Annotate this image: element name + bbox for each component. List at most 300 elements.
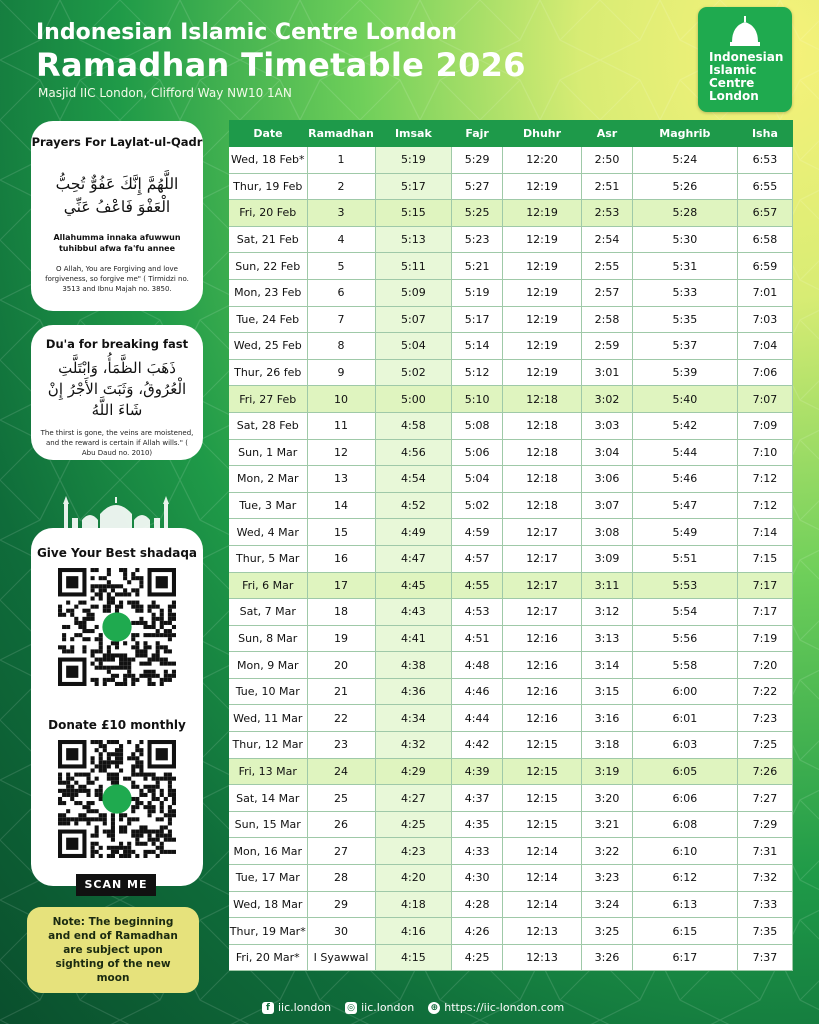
- cell-isha: 7:27: [737, 785, 792, 812]
- cell-asr: 3:18: [582, 732, 633, 759]
- cell-imsak: 4:41: [375, 625, 452, 652]
- cell-fajr: 4:48: [452, 652, 503, 679]
- cell-fajr: 5:27: [452, 173, 503, 200]
- cell-date: Fri, 6 Mar: [229, 572, 307, 599]
- cell-fajr: 5:04: [452, 466, 503, 493]
- table-row: [229, 386, 793, 413]
- cell-date: Fri, 27 Feb: [229, 386, 307, 413]
- cell-fajr: 4:35: [452, 811, 503, 838]
- cell-maghrib: 6:10: [632, 838, 737, 865]
- globe-icon: ⊕: [428, 1002, 440, 1014]
- cell-fajr: 4:39: [452, 758, 503, 785]
- cell-fajr: 4:57: [452, 545, 503, 572]
- monthly-donation-title: Donate £10 monthly: [48, 718, 186, 732]
- cell-imsak: 4:15: [375, 944, 452, 971]
- cell-dhuhr: 12:18: [502, 492, 581, 519]
- cell-isha: 7:10: [737, 439, 792, 466]
- cell-imsak: 5:04: [375, 333, 452, 360]
- cell-dhuhr: 12:19: [502, 200, 581, 227]
- cell-fajr: 4:53: [452, 599, 503, 626]
- cell-ramadhan: 14: [307, 492, 375, 519]
- cell-dhuhr: 12:15: [502, 811, 581, 838]
- cell-dhuhr: 12:16: [502, 678, 581, 705]
- cell-asr: 2:54: [582, 226, 633, 253]
- table-row: [229, 492, 793, 519]
- card-title: Du'a for breaking fast: [45, 337, 189, 351]
- cell-isha: 7:23: [737, 705, 792, 732]
- address: Masjid IIC London, Clifford Way NW10 1AN: [38, 86, 292, 100]
- cell-ramadhan: 11: [307, 412, 375, 439]
- cell-dhuhr: 12:19: [502, 279, 581, 306]
- logo-line: London: [709, 89, 759, 103]
- cell-maghrib: 5:31: [632, 253, 737, 280]
- cell-dhuhr: 12:17: [502, 519, 581, 546]
- cell-isha: 7:06: [737, 359, 792, 386]
- page-title: Ramadhan Timetable 2026: [36, 46, 526, 84]
- cell-date: Tue, 10 Mar: [229, 678, 307, 705]
- cell-ramadhan: 27: [307, 838, 375, 865]
- cell-isha: 7:37: [737, 944, 792, 971]
- cell-asr: 3:14: [582, 652, 633, 679]
- cell-maghrib: 6:15: [632, 918, 737, 945]
- cell-maghrib: 5:46: [632, 466, 737, 493]
- cell-dhuhr: 12:14: [502, 865, 581, 892]
- cell-date: Sun, 8 Mar: [229, 625, 307, 652]
- organization-name: Indonesian Islamic Centre London: [36, 20, 457, 45]
- table-row: [229, 412, 793, 439]
- cell-imsak: 5:19: [375, 147, 452, 173]
- cell-maghrib: 6:06: [632, 785, 737, 812]
- cell-isha: 6:53: [737, 147, 792, 173]
- cell-maghrib: 5:24: [632, 147, 737, 173]
- cell-imsak: 4:58: [375, 412, 452, 439]
- cell-date: Wed, 11 Mar: [229, 705, 307, 732]
- logo-line: Centre: [709, 76, 755, 90]
- instagram-link[interactable]: [345, 1001, 414, 1014]
- cell-dhuhr: 12:16: [502, 652, 581, 679]
- logo-text: [709, 51, 783, 103]
- cell-isha: 7:01: [737, 279, 792, 306]
- cell-fajr: 4:30: [452, 865, 503, 892]
- cell-imsak: 5:09: [375, 279, 452, 306]
- cell-maghrib: 6:17: [632, 944, 737, 971]
- cell-fajr: 4:37: [452, 785, 503, 812]
- cell-imsak: 4:52: [375, 492, 452, 519]
- cell-isha: 7:35: [737, 918, 792, 945]
- table-row: [229, 865, 793, 892]
- cell-asr: 2:59: [582, 333, 633, 360]
- qr-code-shadaqa[interactable]: [58, 568, 176, 686]
- cell-imsak: 4:45: [375, 572, 452, 599]
- table-row: [229, 652, 793, 679]
- cell-ramadhan: 18: [307, 599, 375, 626]
- table-row: [229, 439, 793, 466]
- col-header-fajr: Fajr: [452, 120, 503, 147]
- website-url: https://iic-london.com: [444, 1001, 565, 1014]
- cell-date: Mon, 2 Mar: [229, 466, 307, 493]
- cell-ramadhan: 4: [307, 226, 375, 253]
- cell-date: Thur, 26 feb: [229, 359, 307, 386]
- cell-maghrib: 6:12: [632, 865, 737, 892]
- note-text: Note: The beginning and end of Ramadhan are subject upon sighting of the new moon: [48, 916, 178, 984]
- table-row: [229, 173, 793, 200]
- cell-maghrib: 5:53: [632, 572, 737, 599]
- cell-asr: 2:53: [582, 200, 633, 227]
- cell-maghrib: 5:49: [632, 519, 737, 546]
- scan-me-label: SCAN ME: [76, 874, 156, 896]
- cell-asr: 3:13: [582, 625, 633, 652]
- cell-isha: 7:20: [737, 652, 792, 679]
- col-header-asr: Asr: [582, 120, 633, 147]
- table-row: [229, 147, 793, 173]
- cell-maghrib: 5:33: [632, 279, 737, 306]
- moon-sighting-note: [27, 907, 199, 993]
- timetable-body: [229, 147, 793, 971]
- cell-date: Wed, 18 Feb*: [229, 147, 307, 173]
- cell-ramadhan: 15: [307, 519, 375, 546]
- cell-asr: 3:02: [582, 386, 633, 413]
- table-row: [229, 306, 793, 333]
- cell-imsak: 4:27: [375, 785, 452, 812]
- cell-fajr: 4:51: [452, 625, 503, 652]
- website-link[interactable]: [428, 1001, 564, 1014]
- cell-fajr: 5:19: [452, 279, 503, 306]
- cell-asr: 2:50: [582, 147, 633, 173]
- cell-maghrib: 5:35: [632, 306, 737, 333]
- cell-dhuhr: 12:19: [502, 306, 581, 333]
- cell-maghrib: 6:08: [632, 811, 737, 838]
- cell-imsak: 4:54: [375, 466, 452, 493]
- cell-imsak: 4:38: [375, 652, 452, 679]
- table-row: [229, 226, 793, 253]
- cell-fajr: 5:12: [452, 359, 503, 386]
- table-row: [229, 944, 793, 971]
- table-row: [229, 758, 793, 785]
- cell-imsak: 5:00: [375, 386, 452, 413]
- cell-maghrib: 5:26: [632, 173, 737, 200]
- cell-isha: 7:31: [737, 838, 792, 865]
- col-header-ramadhan: Ramadhan: [307, 120, 375, 147]
- cell-fajr: 5:21: [452, 253, 503, 280]
- cell-dhuhr: 12:19: [502, 359, 581, 386]
- table-row: [229, 678, 793, 705]
- cell-isha: 7:17: [737, 599, 792, 626]
- cell-isha: 7:07: [737, 386, 792, 413]
- cell-asr: 3:23: [582, 865, 633, 892]
- cell-asr: 3:16: [582, 705, 633, 732]
- cell-dhuhr: 12:19: [502, 226, 581, 253]
- table-row: [229, 599, 793, 626]
- cell-ramadhan: 21: [307, 678, 375, 705]
- cell-ramadhan: 29: [307, 891, 375, 918]
- cell-fajr: 4:46: [452, 678, 503, 705]
- cell-isha: 7:29: [737, 811, 792, 838]
- cell-isha: 7:15: [737, 545, 792, 572]
- cell-isha: 6:59: [737, 253, 792, 280]
- cell-date: Thur, 19 Feb: [229, 173, 307, 200]
- cell-fajr: 5:08: [452, 412, 503, 439]
- cell-date: Fri, 13 Mar: [229, 758, 307, 785]
- table-row: [229, 279, 793, 306]
- cell-date: Tue, 17 Mar: [229, 865, 307, 892]
- cell-dhuhr: 12:19: [502, 333, 581, 360]
- cell-asr: 3:25: [582, 918, 633, 945]
- cell-asr: 3:06: [582, 466, 633, 493]
- cell-dhuhr: 12:14: [502, 891, 581, 918]
- cell-isha: 6:57: [737, 200, 792, 227]
- cell-ramadhan: 5: [307, 253, 375, 280]
- cell-dhuhr: 12:13: [502, 918, 581, 945]
- col-header-date: Date: [229, 120, 307, 147]
- mosque-dome-icon: [730, 16, 760, 48]
- footer: [262, 1001, 564, 1014]
- cell-isha: 7:09: [737, 412, 792, 439]
- cell-dhuhr: 12:19: [502, 253, 581, 280]
- cell-asr: 3:26: [582, 944, 633, 971]
- cell-date: Tue, 3 Mar: [229, 492, 307, 519]
- cell-dhuhr: 12:15: [502, 732, 581, 759]
- cell-maghrib: 5:42: [632, 412, 737, 439]
- cell-ramadhan: 19: [307, 625, 375, 652]
- cell-dhuhr: 12:18: [502, 466, 581, 493]
- cell-asr: 2:57: [582, 279, 633, 306]
- table-row: [229, 811, 793, 838]
- cell-isha: 7:19: [737, 625, 792, 652]
- cell-imsak: 4:36: [375, 678, 452, 705]
- cell-isha: 7:17: [737, 572, 792, 599]
- cell-asr: 3:04: [582, 439, 633, 466]
- cell-isha: 7:12: [737, 492, 792, 519]
- qr-code-monthly[interactable]: [58, 740, 176, 858]
- cell-asr: 3:22: [582, 838, 633, 865]
- cell-isha: 7:12: [737, 466, 792, 493]
- translation: The thirst is gone, the veins are moistened, and the reward is certain if Allah wills." ( Abu Daud no. 2010): [40, 429, 194, 457]
- cell-imsak: 4:16: [375, 918, 452, 945]
- cell-imsak: 4:18: [375, 891, 452, 918]
- cell-isha: 7:04: [737, 333, 792, 360]
- cell-asr: 3:07: [582, 492, 633, 519]
- col-header-dhuhr: Dhuhr: [502, 120, 581, 147]
- cell-date: Sat, 14 Mar: [229, 785, 307, 812]
- cell-fajr: 5:17: [452, 306, 503, 333]
- cell-fajr: 4:59: [452, 519, 503, 546]
- cell-asr: 3:20: [582, 785, 633, 812]
- cell-imsak: 5:02: [375, 359, 452, 386]
- cell-date: Wed, 18 Mar: [229, 891, 307, 918]
- cell-ramadhan: I Syawwal: [307, 944, 375, 971]
- cell-ramadhan: 9: [307, 359, 375, 386]
- cell-fajr: 4:25: [452, 944, 503, 971]
- cell-imsak: 4:23: [375, 838, 452, 865]
- cell-fajr: 5:23: [452, 226, 503, 253]
- cell-date: Wed, 4 Mar: [229, 519, 307, 546]
- donation-card: [31, 528, 203, 891]
- cell-date: Fri, 20 Mar*: [229, 944, 307, 971]
- cell-asr: 3:21: [582, 811, 633, 838]
- cell-imsak: 4:34: [375, 705, 452, 732]
- table-row: [229, 253, 793, 280]
- table-row: [229, 333, 793, 360]
- card-title: Prayers For Laylat-ul-Qadr: [31, 135, 203, 149]
- table-row: [229, 466, 793, 493]
- facebook-icon: f: [262, 1002, 274, 1014]
- cell-imsak: 4:49: [375, 519, 452, 546]
- facebook-link[interactable]: [262, 1001, 331, 1014]
- cell-fajr: 4:55: [452, 572, 503, 599]
- cell-fajr: 5:14: [452, 333, 503, 360]
- cell-maghrib: 5:39: [632, 359, 737, 386]
- table-row: [229, 625, 793, 652]
- cell-isha: 6:58: [737, 226, 792, 253]
- cell-ramadhan: 2: [307, 173, 375, 200]
- cell-isha: 7:14: [737, 519, 792, 546]
- cell-ramadhan: 6: [307, 279, 375, 306]
- cell-ramadhan: 7: [307, 306, 375, 333]
- cell-date: Fri, 20 Feb: [229, 200, 307, 227]
- translation: O Allah, You are Forgiving and love forgiveness, so forgive me" ( Tirmidzi no. 3513 and Ibnu Majah no. 3850.: [45, 265, 189, 293]
- cell-fajr: 4:44: [452, 705, 503, 732]
- table-row: [229, 359, 793, 386]
- col-header-imsak: Imsak: [375, 120, 452, 147]
- cell-asr: 3:09: [582, 545, 633, 572]
- cell-ramadhan: 17: [307, 572, 375, 599]
- cell-ramadhan: 20: [307, 652, 375, 679]
- cell-maghrib: 5:58: [632, 652, 737, 679]
- cell-dhuhr: 12:15: [502, 758, 581, 785]
- cell-dhuhr: 12:13: [502, 944, 581, 971]
- cell-asr: 3:08: [582, 519, 633, 546]
- cell-imsak: 5:15: [375, 200, 452, 227]
- cell-imsak: 4:25: [375, 811, 452, 838]
- cell-isha: 7:26: [737, 758, 792, 785]
- transliteration: Allahumma innaka afuwwun tuhibbul afwa fa'fu annee: [53, 233, 181, 253]
- cell-asr: 2:51: [582, 173, 633, 200]
- cell-ramadhan: 28: [307, 865, 375, 892]
- cell-maghrib: 5:37: [632, 333, 737, 360]
- cell-fajr: 5:10: [452, 386, 503, 413]
- cell-ramadhan: 8: [307, 333, 375, 360]
- cell-date: Tue, 24 Feb: [229, 306, 307, 333]
- cell-date: Thur, 5 Mar: [229, 545, 307, 572]
- table-row: [229, 200, 793, 227]
- instagram-icon: ◎: [345, 1002, 357, 1014]
- cell-fajr: 4:42: [452, 732, 503, 759]
- cell-maghrib: 5:56: [632, 625, 737, 652]
- cell-date: Sat, 21 Feb: [229, 226, 307, 253]
- iic-logo: [698, 7, 792, 112]
- ramadhan-timetable: [229, 120, 793, 971]
- cell-isha: 7:33: [737, 891, 792, 918]
- cell-ramadhan: 30: [307, 918, 375, 945]
- cell-fajr: 5:29: [452, 147, 503, 173]
- cell-date: Sun, 15 Mar: [229, 811, 307, 838]
- mosque-skyline-icon: [60, 496, 172, 530]
- cell-maghrib: 6:01: [632, 705, 737, 732]
- cell-ramadhan: 22: [307, 705, 375, 732]
- table-row: [229, 519, 793, 546]
- cell-imsak: 5:11: [375, 253, 452, 280]
- cell-ramadhan: 3: [307, 200, 375, 227]
- instagram-handle: iic.london: [361, 1001, 415, 1014]
- cell-imsak: 4:56: [375, 439, 452, 466]
- cell-isha: 7:03: [737, 306, 792, 333]
- cell-fajr: 5:06: [452, 439, 503, 466]
- cell-asr: 3:11: [582, 572, 633, 599]
- cell-imsak: 4:32: [375, 732, 452, 759]
- cell-ramadhan: 1: [307, 147, 375, 173]
- cell-date: Sat, 28 Feb: [229, 412, 307, 439]
- cell-maghrib: 5:28: [632, 200, 737, 227]
- table-row: [229, 545, 793, 572]
- cell-date: Wed, 25 Feb: [229, 333, 307, 360]
- cell-ramadhan: 23: [307, 732, 375, 759]
- cell-dhuhr: 12:18: [502, 412, 581, 439]
- facebook-handle: iic.london: [278, 1001, 332, 1014]
- cell-dhuhr: 12:16: [502, 625, 581, 652]
- cell-date: Mon, 9 Mar: [229, 652, 307, 679]
- cell-date: Sun, 1 Mar: [229, 439, 307, 466]
- col-header-maghrib: Maghrib: [632, 120, 737, 147]
- cell-isha: 7:25: [737, 732, 792, 759]
- cell-maghrib: 5:51: [632, 545, 737, 572]
- cell-maghrib: 6:13: [632, 891, 737, 918]
- cell-asr: 3:03: [582, 412, 633, 439]
- cell-ramadhan: 12: [307, 439, 375, 466]
- cell-dhuhr: 12:17: [502, 572, 581, 599]
- cell-date: Mon, 23 Feb: [229, 279, 307, 306]
- arabic-prayer: اللَّهُمَّ إِنَّكَ عَفُوٌّ تُحِبُّ الْعَفْوَ فَاعْفُ عَنِّي: [55, 175, 179, 216]
- cell-maghrib: 5:44: [632, 439, 737, 466]
- cell-isha: 7:32: [737, 865, 792, 892]
- cell-asr: 2:55: [582, 253, 633, 280]
- cell-imsak: 5:13: [375, 226, 452, 253]
- cell-isha: 7:22: [737, 678, 792, 705]
- cell-maghrib: 5:54: [632, 599, 737, 626]
- arabic-prayer: ذَهَبَ الظَّمَأُ، وَابْتَلَّتِ الْعُرُوقُ، وَثَبَتَ الأَجْرُ إِنْ شَاءَ اللَّهُ: [47, 359, 187, 419]
- cell-date: Thur, 19 Mar*: [229, 918, 307, 945]
- cell-maghrib: 5:47: [632, 492, 737, 519]
- table-row: [229, 732, 793, 759]
- cell-maghrib: 5:40: [632, 386, 737, 413]
- cell-dhuhr: 12:15: [502, 785, 581, 812]
- cell-dhuhr: 12:16: [502, 705, 581, 732]
- cell-fajr: 4:28: [452, 891, 503, 918]
- cell-maghrib: 5:30: [632, 226, 737, 253]
- table-row: [229, 838, 793, 865]
- cell-ramadhan: 10: [307, 386, 375, 413]
- cell-date: Mon, 16 Mar: [229, 838, 307, 865]
- cell-dhuhr: 12:18: [502, 386, 581, 413]
- col-header-isha: Isha: [737, 120, 792, 147]
- cell-fajr: 4:26: [452, 918, 503, 945]
- cell-asr: 3:15: [582, 678, 633, 705]
- cell-isha: 6:55: [737, 173, 792, 200]
- donation-title: Give Your Best shadaqa: [36, 546, 198, 560]
- cell-asr: 3:12: [582, 599, 633, 626]
- table-header-row: [229, 120, 793, 147]
- table-row: [229, 918, 793, 945]
- cell-imsak: 4:47: [375, 545, 452, 572]
- cell-ramadhan: 26: [307, 811, 375, 838]
- table-row: [229, 891, 793, 918]
- cell-ramadhan: 25: [307, 785, 375, 812]
- cell-dhuhr: 12:20: [502, 147, 581, 173]
- cell-dhuhr: 12:18: [502, 439, 581, 466]
- cell-asr: 3:19: [582, 758, 633, 785]
- logo-line: Islamic: [709, 63, 757, 77]
- table-row: [229, 572, 793, 599]
- cell-asr: 3:24: [582, 891, 633, 918]
